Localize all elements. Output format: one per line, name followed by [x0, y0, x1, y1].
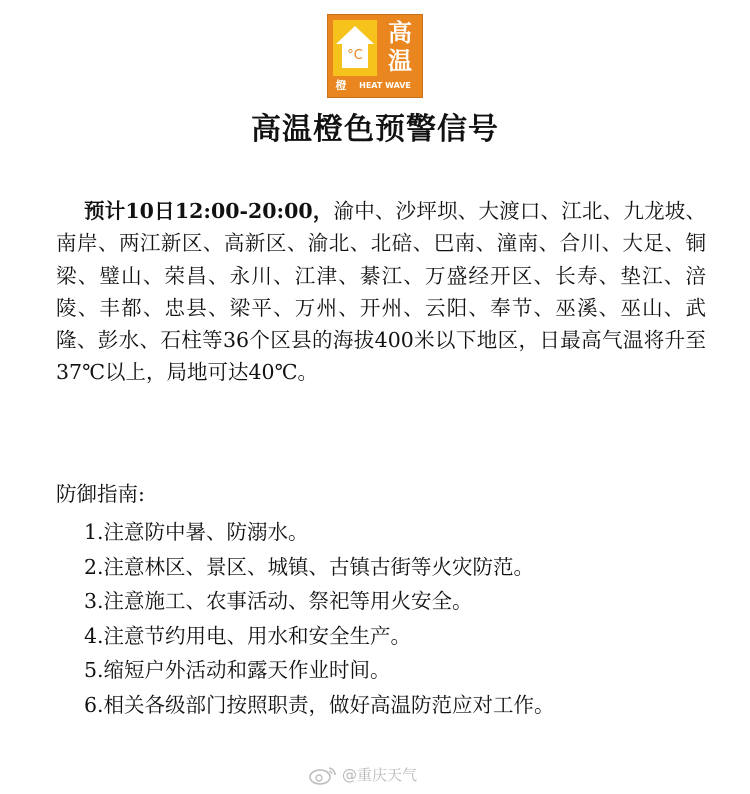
- icon-english-label: HEAT WAVE: [359, 81, 411, 90]
- heat-wave-warning-icon: [327, 14, 423, 98]
- guide-item: 3.注意施工、农事活动、祭祀等用火安全。: [84, 589, 473, 614]
- weibo-watermark: [308, 764, 417, 786]
- icon-char-wen: 温: [388, 47, 412, 75]
- guide-list: [84, 515, 734, 723]
- watermark-text: @重庆天气: [342, 766, 418, 784]
- forecast-body: 渝中、沙坪坝、大渡口、江北、九龙坡、南岸、两江新区、高新区、渝北、北碚、巴南、潼南、合川、大足、铜梁、璧山、荣昌、永川、江津、綦江、万盛经开区、长寿、垫江、涪陵、丰都、忠县、梁平、万州、开州、云阳、奉节、巫溪、巫山、武隆、彭水、石柱等36个区县的海拔400米以下地区，日最高气温将升至37℃以上，局地可达40℃。: [56, 199, 706, 385]
- icon-level-label: 橙: [335, 79, 347, 92]
- guide-item: 6.相关各级部门按照职责，做好高温防范应对工作。: [84, 692, 555, 717]
- icon-char-gao: 高: [388, 19, 412, 47]
- page-title: 高温橙色预警信号: [251, 112, 499, 147]
- celsius-label: °C: [342, 44, 368, 68]
- house-roof-shape: [336, 26, 374, 44]
- guide-item: 5.缩短户外活动和露天作业时间。: [84, 658, 391, 683]
- thermometer-house-icon: [333, 20, 377, 76]
- forecast-time-lead: 预计10日12:00-20:00，: [84, 199, 334, 223]
- forecast-paragraph: [56, 195, 706, 389]
- guide-item: 4.注意节约用电、用水和安全生产。: [84, 623, 412, 648]
- weibo-icon: [308, 765, 338, 785]
- guide-heading: 防御指南:: [56, 482, 145, 506]
- guide-item: 1.注意防中暑、防溺水。: [84, 520, 309, 544]
- guide-item: 2.注意林区、景区、城镇、古镇古街等火灾防范。: [84, 554, 535, 579]
